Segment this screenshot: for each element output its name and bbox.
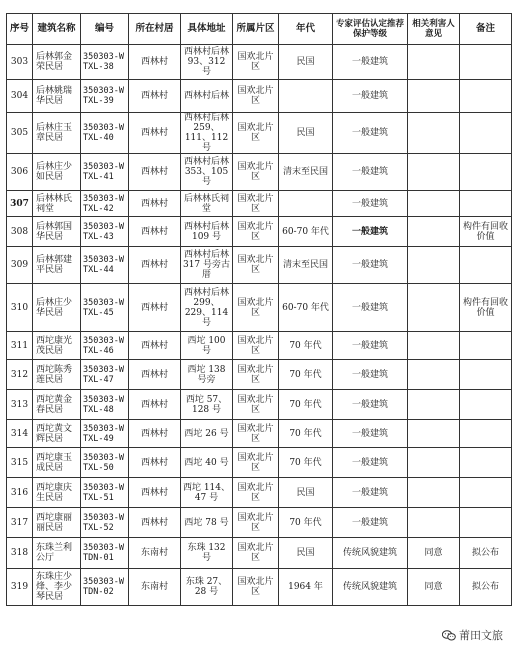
header-grade: 专家评估认定推荐保护等级: [333, 14, 408, 45]
cell-remark: 拟公布: [460, 569, 512, 606]
cell-grade: 一般建筑: [333, 80, 408, 113]
cell-grade: 一般建筑: [333, 390, 408, 420]
cell-code: 350303-W TXL-39: [81, 80, 129, 113]
cell-village: 东南村: [129, 538, 181, 569]
cell-opinion: [408, 247, 460, 284]
table-row: [7, 448, 512, 478]
cell-opinion: [408, 113, 460, 154]
wechat-icon: [442, 630, 456, 641]
cell-code: 350303-W TXL-48: [81, 390, 129, 420]
cell-village: 西林村: [129, 360, 181, 390]
cell-era: [279, 80, 333, 113]
cell-district: 国欢北片区: [233, 448, 279, 478]
cell-seq: 312: [7, 360, 33, 390]
cell-remark: [460, 154, 512, 191]
cell-name: 西坨黄文辉民居: [33, 420, 81, 448]
cell-opinion: [408, 448, 460, 478]
table-row: [7, 247, 512, 284]
cell-era: [279, 191, 333, 217]
cell-code: 350303-W TXL-51: [81, 478, 129, 508]
cell-address: 西林村后林 299、229、114 号: [181, 284, 233, 332]
cell-name: 西坨陈秀莲民居: [33, 360, 81, 390]
cell-seq: 317: [7, 508, 33, 538]
table-row: [7, 478, 512, 508]
cell-grade: 一般建筑: [333, 191, 408, 217]
cell-district: 国欢北片区: [233, 420, 279, 448]
cell-grade: 传统风貌建筑: [333, 569, 408, 606]
cell-district: 国欢北片区: [233, 217, 279, 247]
cell-era: 70 年代: [279, 508, 333, 538]
cell-village: 西林村: [129, 191, 181, 217]
cell-name: 后林姚瑞华民居: [33, 80, 81, 113]
cell-remark: [460, 420, 512, 448]
cell-grade: 一般建筑: [333, 478, 408, 508]
cell-seq: 318: [7, 538, 33, 569]
cell-era: 60-70 年代: [279, 284, 333, 332]
cell-village: 西林村: [129, 332, 181, 360]
cell-era: 70 年代: [279, 332, 333, 360]
cell-name: 西坨康玉成民居: [33, 448, 81, 478]
cell-name: 后林林氏祠堂: [33, 191, 81, 217]
cell-remark: [460, 390, 512, 420]
cell-era: 清末至民国: [279, 154, 333, 191]
cell-address: 西林村后林 317 号旁古厝: [181, 247, 233, 284]
cell-village: 东南村: [129, 569, 181, 606]
header-opinion: 相关利害人意见: [408, 14, 460, 45]
cell-name: 后林郭金荣民居: [33, 45, 81, 80]
table-row: [7, 113, 512, 154]
cell-remark: 构件有回收价值: [460, 284, 512, 332]
cell-seq: 313: [7, 390, 33, 420]
cell-era: 70 年代: [279, 420, 333, 448]
cell-name: 西坨康丽丽民居: [33, 508, 81, 538]
watermark-text: 莆田文旅: [459, 629, 503, 642]
cell-era: 70 年代: [279, 448, 333, 478]
cell-remark: 构件有回收价值: [460, 217, 512, 247]
cell-opinion: [408, 45, 460, 80]
cell-code: 350303-W TXL-45: [81, 284, 129, 332]
cell-name: 后林郭国华民居: [33, 217, 81, 247]
cell-address: 东珠 27、28 号: [181, 569, 233, 606]
cell-opinion: [408, 80, 460, 113]
header-address: 具体地址: [181, 14, 233, 45]
header-village: 所在村居: [129, 14, 181, 45]
cell-seq: 314: [7, 420, 33, 448]
cell-code: 350303-W TXL-40: [81, 113, 129, 154]
cell-era: 1964 年: [279, 569, 333, 606]
cell-district: 国欢北片区: [233, 191, 279, 217]
table-row: [7, 390, 512, 420]
cell-address: 后林林氏祠堂: [181, 191, 233, 217]
cell-code: 350303-W TXL-47: [81, 360, 129, 390]
cell-district: 国欢北片区: [233, 113, 279, 154]
table-row: [7, 80, 512, 113]
header-seq: 序号: [7, 14, 33, 45]
header-district: 所属片区: [233, 14, 279, 45]
cell-grade: 一般建筑: [333, 247, 408, 284]
cell-remark: [460, 247, 512, 284]
cell-era: 民国: [279, 113, 333, 154]
cell-seq: 316: [7, 478, 33, 508]
cell-seq: 308: [7, 217, 33, 247]
cell-seq: 311: [7, 332, 33, 360]
cell-grade: 一般建筑: [333, 113, 408, 154]
cell-era: 民国: [279, 478, 333, 508]
cell-address: 西坨 138 号旁: [181, 360, 233, 390]
cell-district: 国欢北片区: [233, 390, 279, 420]
cell-opinion: [408, 332, 460, 360]
cell-opinion: [408, 420, 460, 448]
cell-name: 西坨黄金春民居: [33, 390, 81, 420]
cell-code: 350303-W TXL-41: [81, 154, 129, 191]
cell-opinion: [408, 478, 460, 508]
cell-village: 西林村: [129, 420, 181, 448]
cell-district: 国欢北片区: [233, 247, 279, 284]
cell-opinion: [408, 217, 460, 247]
cell-village: 西林村: [129, 284, 181, 332]
cell-district: 国欢北片区: [233, 538, 279, 569]
cell-address: 西坨 78 号: [181, 508, 233, 538]
cell-code: 350303-W TDN-01: [81, 538, 129, 569]
cell-district: 国欢北片区: [233, 332, 279, 360]
cell-grade: 一般建筑: [333, 360, 408, 390]
cell-district: 国欢北片区: [233, 154, 279, 191]
cell-grade: 传统风貌建筑: [333, 538, 408, 569]
cell-remark: [460, 332, 512, 360]
cell-district: 国欢北片区: [233, 478, 279, 508]
cell-opinion: [408, 508, 460, 538]
cell-name: 西坨康庆生民居: [33, 478, 81, 508]
cell-name: 后林郭建平民居: [33, 247, 81, 284]
cell-code: 350303-W TXL-46: [81, 332, 129, 360]
cell-address: 西林村后林 93、312 号: [181, 45, 233, 80]
cell-remark: [460, 113, 512, 154]
cell-remark: [460, 360, 512, 390]
cell-name: 东珠兰利公厅: [33, 538, 81, 569]
cell-code: 350303-W TXL-38: [81, 45, 129, 80]
cell-remark: [460, 478, 512, 508]
cell-opinion: 同意: [408, 569, 460, 606]
cell-grade: 一般建筑: [333, 284, 408, 332]
header-remark: 备注: [460, 14, 512, 45]
cell-era: 60-70 年代: [279, 217, 333, 247]
cell-code: 350303-W TXL-44: [81, 247, 129, 284]
table-row: [7, 538, 512, 569]
cell-opinion: [408, 154, 460, 191]
cell-district: 国欢北片区: [233, 508, 279, 538]
cell-name: 后林庄少如民居: [33, 154, 81, 191]
table-row: [7, 332, 512, 360]
cell-village: 西林村: [129, 478, 181, 508]
cell-village: 西林村: [129, 113, 181, 154]
table-row: [7, 569, 512, 606]
cell-seq: 305: [7, 113, 33, 154]
cell-address: 西坨 114、47 号: [181, 478, 233, 508]
cell-seq: 307: [7, 191, 33, 217]
cell-grade: 一般建筑: [333, 508, 408, 538]
cell-code: 350303-W TXL-42: [81, 191, 129, 217]
cell-district: 国欢北片区: [233, 80, 279, 113]
cell-opinion: [408, 360, 460, 390]
cell-code: 350303-W TXL-50: [81, 448, 129, 478]
cell-remark: 拟公布: [460, 538, 512, 569]
cell-remark: [460, 448, 512, 478]
header-name: 建筑名称: [33, 14, 81, 45]
cell-remark: [460, 191, 512, 217]
cell-era: 清末至民国: [279, 247, 333, 284]
cell-village: 西林村: [129, 390, 181, 420]
cell-address: 西坨 40 号: [181, 448, 233, 478]
cell-seq: 303: [7, 45, 33, 80]
cell-address: 西坨 26 号: [181, 420, 233, 448]
cell-address: 西林村后林: [181, 80, 233, 113]
cell-grade: 一般建筑: [333, 45, 408, 80]
cell-name: 后林庄玉章民居: [33, 113, 81, 154]
table-row: [7, 154, 512, 191]
cell-grade: 一般建筑: [333, 332, 408, 360]
cell-era: 民国: [279, 538, 333, 569]
table-row: [7, 217, 512, 247]
cell-seq: 309: [7, 247, 33, 284]
watermark: [442, 627, 503, 643]
cell-address: 东珠 132 号: [181, 538, 233, 569]
cell-village: 西林村: [129, 80, 181, 113]
cell-district: 国欢北片区: [233, 569, 279, 606]
table-header-row: [7, 14, 512, 45]
cell-district: 国欢北片区: [233, 45, 279, 80]
cell-opinion: [408, 284, 460, 332]
table-row: [7, 508, 512, 538]
cell-address: 西坨 100 号: [181, 332, 233, 360]
cell-name: 西坨康光茂民居: [33, 332, 81, 360]
cell-grade: 一般建筑: [333, 154, 408, 191]
cell-code: 350303-W TDN-02: [81, 569, 129, 606]
cell-district: 国欢北片区: [233, 284, 279, 332]
header-code: 编号: [81, 14, 129, 45]
header-era: 年代: [279, 14, 333, 45]
cell-era: 民国: [279, 45, 333, 80]
cell-village: 西林村: [129, 154, 181, 191]
cell-name: 东珠庄少烽、李少琴民居: [33, 569, 81, 606]
cell-village: 西林村: [129, 45, 181, 80]
cell-seq: 315: [7, 448, 33, 478]
cell-address: 西林村后林 259、111、112 号: [181, 113, 233, 154]
cell-village: 西林村: [129, 217, 181, 247]
cell-grade: 一般建筑: [333, 420, 408, 448]
cell-opinion: 同意: [408, 538, 460, 569]
cell-grade: 一般建筑: [333, 448, 408, 478]
table-row: [7, 191, 512, 217]
heritage-building-table: [6, 13, 512, 606]
table-row: [7, 284, 512, 332]
cell-village: 西林村: [129, 508, 181, 538]
cell-code: 350303-W TXL-49: [81, 420, 129, 448]
table-row: [7, 45, 512, 80]
cell-grade: 一般建筑: [333, 217, 408, 247]
cell-seq: 304: [7, 80, 33, 113]
cell-village: 西林村: [129, 247, 181, 284]
cell-seq: 319: [7, 569, 33, 606]
cell-district: 国欢北片区: [233, 360, 279, 390]
table-row: [7, 420, 512, 448]
cell-address: 西林村后林 353、105 号: [181, 154, 233, 191]
cell-seq: 310: [7, 284, 33, 332]
cell-name: 后林庄少华民居: [33, 284, 81, 332]
cell-seq: 306: [7, 154, 33, 191]
table-row: [7, 360, 512, 390]
cell-remark: [460, 508, 512, 538]
cell-opinion: [408, 191, 460, 217]
cell-opinion: [408, 390, 460, 420]
cell-era: 70 年代: [279, 390, 333, 420]
cell-era: 70 年代: [279, 360, 333, 390]
cell-village: 西林村: [129, 448, 181, 478]
cell-remark: [460, 80, 512, 113]
cell-remark: [460, 45, 512, 80]
cell-address: 西林村后林 109 号: [181, 217, 233, 247]
cell-address: 西坨 57、128 号: [181, 390, 233, 420]
cell-code: 350303-W TXL-43: [81, 217, 129, 247]
cell-code: 350303-W TXL-52: [81, 508, 129, 538]
